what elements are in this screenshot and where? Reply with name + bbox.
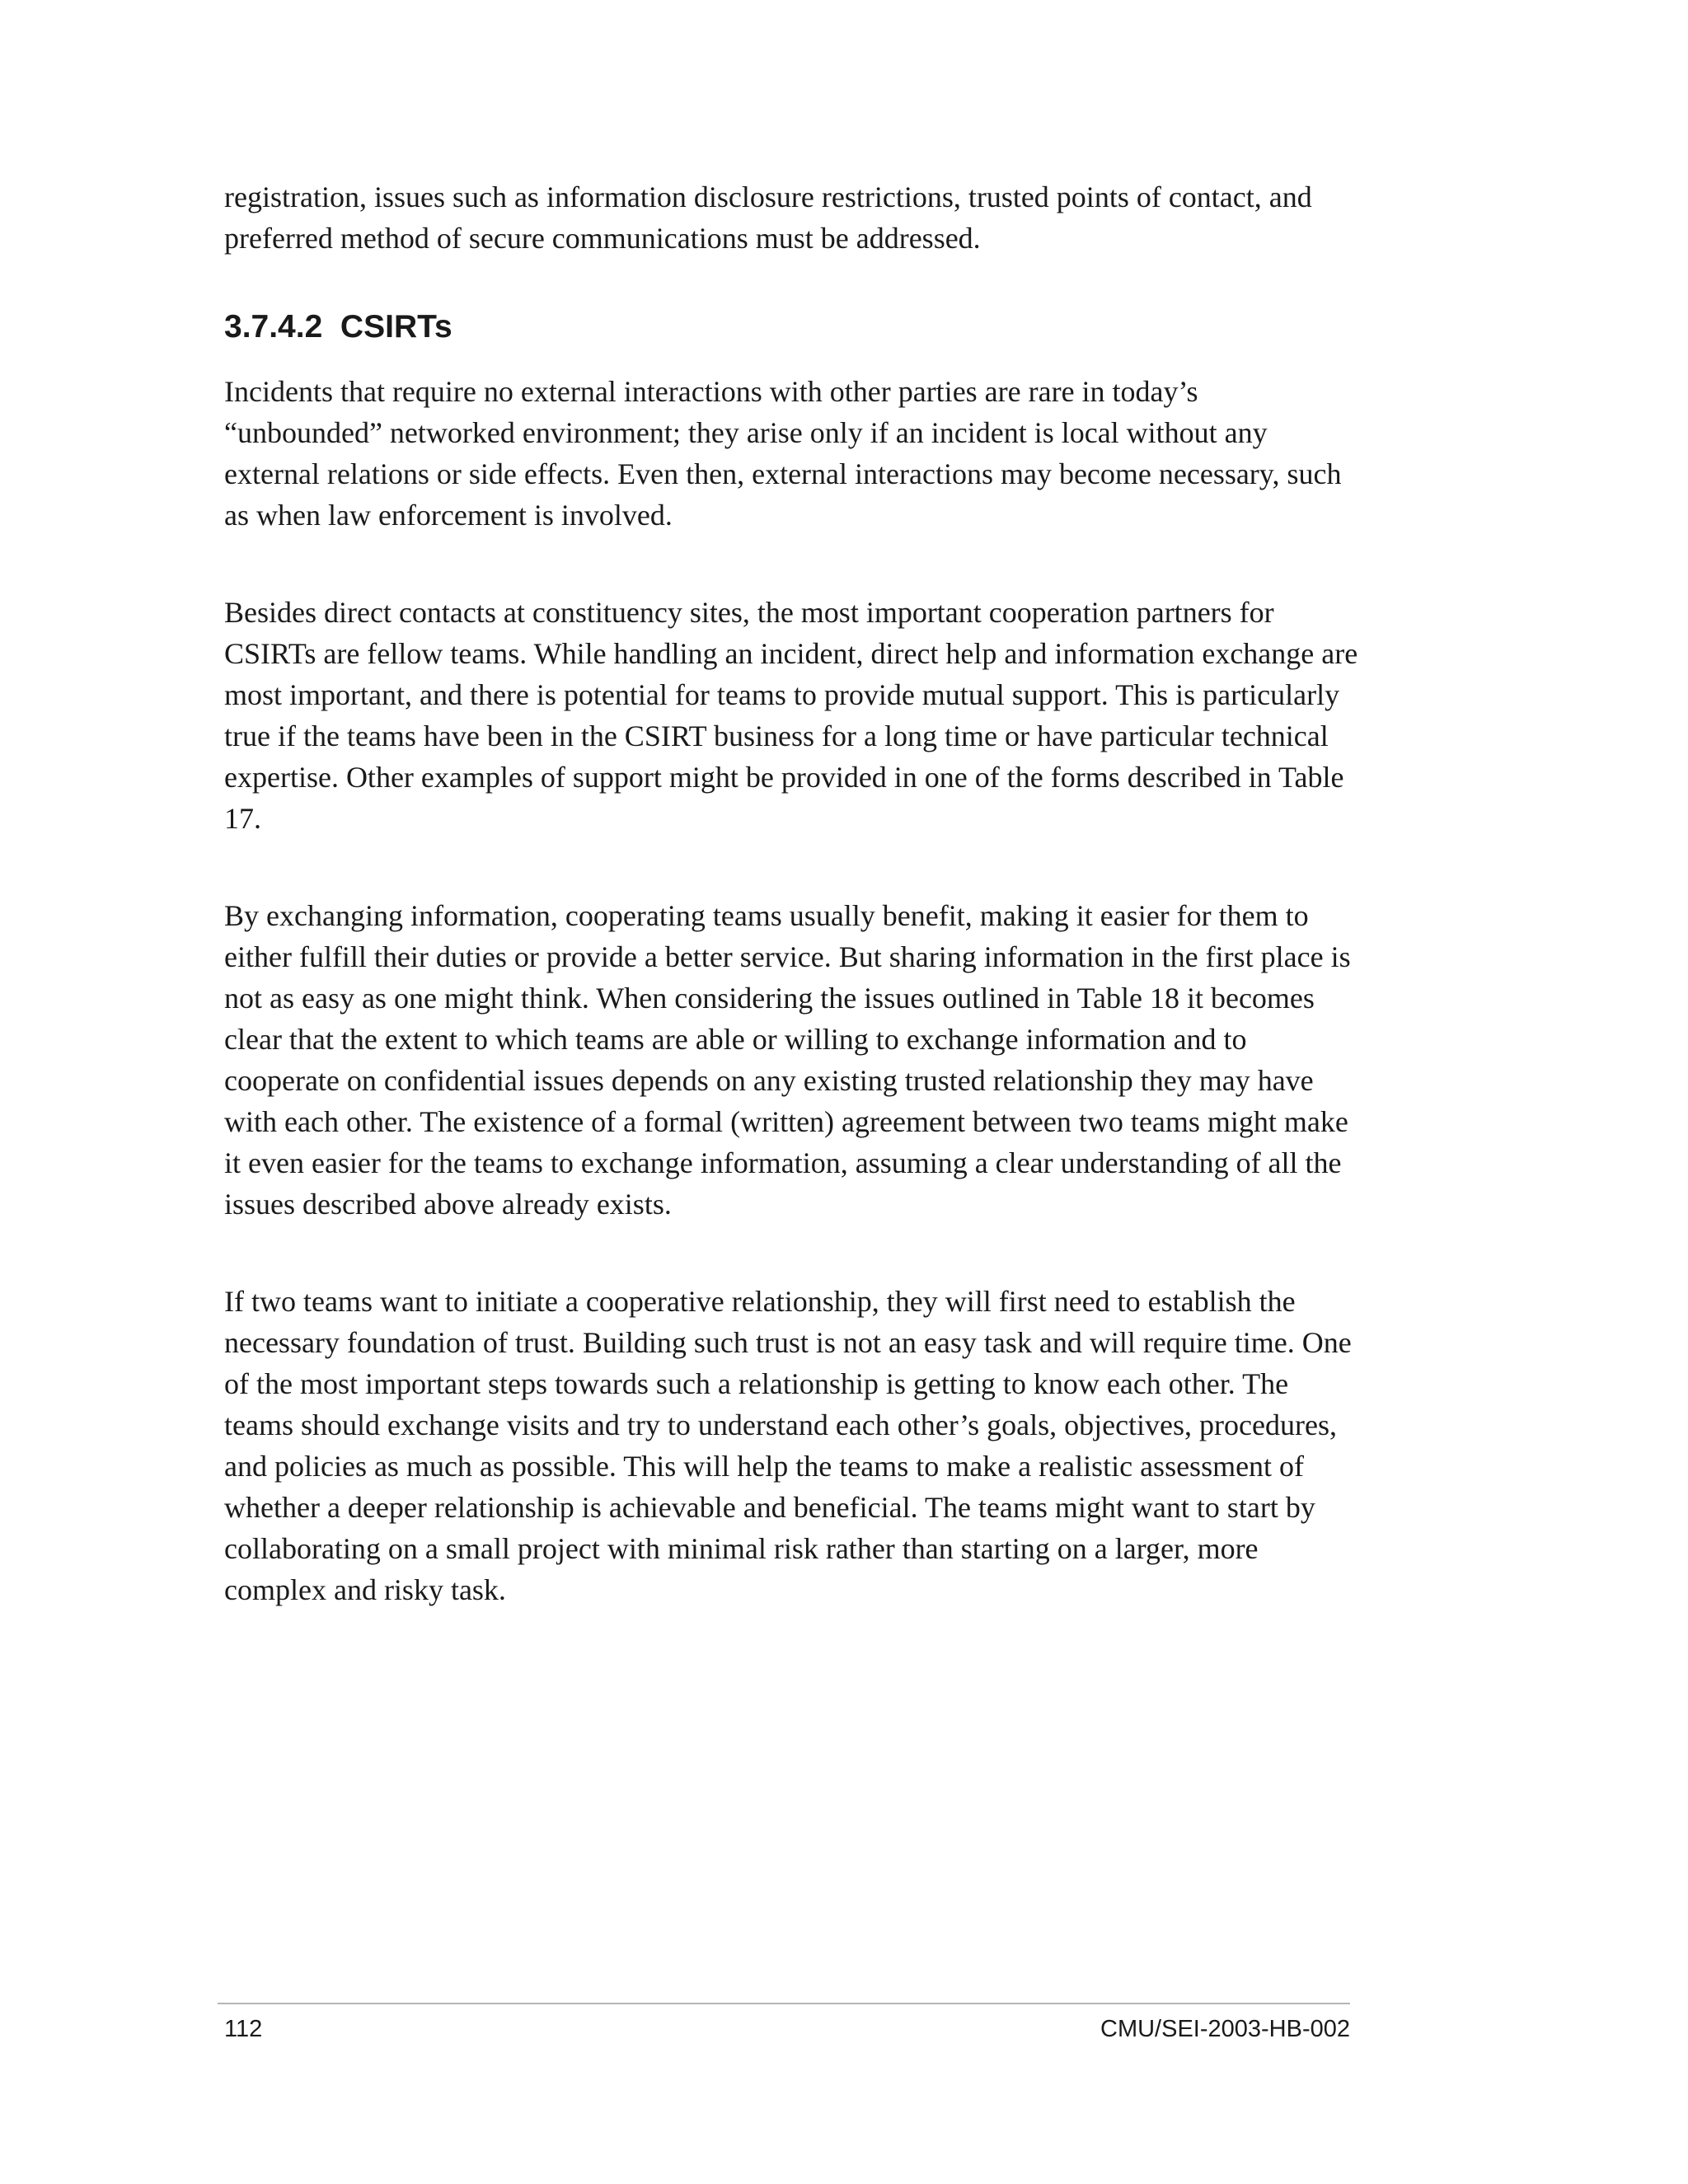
continued-paragraph: registration, issues such as information disclosure restrictions, trusted points of contact, and preferred method of secure communications must be addressed. xyxy=(224,180,1312,255)
footer-divider xyxy=(218,2003,1350,2004)
section-heading: 3.7.4.2 CSIRTs xyxy=(224,309,452,344)
page-number: 112 xyxy=(224,2016,263,2042)
body-paragraph: Besides direct contacts at constituency sites, the most important cooperation partners for CSIRTs are fellow teams. While handling an incident, direct help and information exchange are most important, and there is potential for teams to provide mutual support. This is particularly true if the teams have been in the CSIRT business for a long time or have particular technical expertise. Other examples of support might be provided in one of the forms described in Table 17. xyxy=(224,596,1358,835)
document-id: CMU/SEI-2003-HB-002 xyxy=(1100,2016,1350,2042)
body-paragraph: By exchanging information, cooperating teams usually benefit, making it easier for them to either fulfill their duties or provide a better service. But sharing information in the first place is not as easy as one might think. When considering the issues outlined in Table 18 it becomes clear that the extent to which teams are able or willing to exchange information and to cooperate on confidential issues depends on any existing trusted relationship they may have with each other. The existence of a formal (written) agreement between two teams might make it even easier for the teams to exchange information, assuming a clear understanding of all the issues described above already exists. xyxy=(224,899,1351,1221)
body-paragraph: If two teams want to initiate a cooperative relationship, they will first need to establish the necessary foundation of trust. Building such trust is not an easy task and will require time. One of the most important steps towards such a relationship is getting to know each other. The teams should exchange visits and try to understand each other’s goals, objectives, procedures, and policies as much as possible. This will help the teams to make a realistic assessment of whether a deeper relationship is achievable and beneficial. The teams might want to start by collaborating on a small project with minimal risk rather than starting on a larger, more complex and risky task. xyxy=(224,1285,1352,1606)
body-paragraph: Incidents that require no external interactions with other parties are rare in today’s “unbounded” networked environment; they arise only if an incident is local without any external relations or side effects. Even then, external interactions may become necessary, such as when law enforcement is involved. xyxy=(224,375,1342,532)
